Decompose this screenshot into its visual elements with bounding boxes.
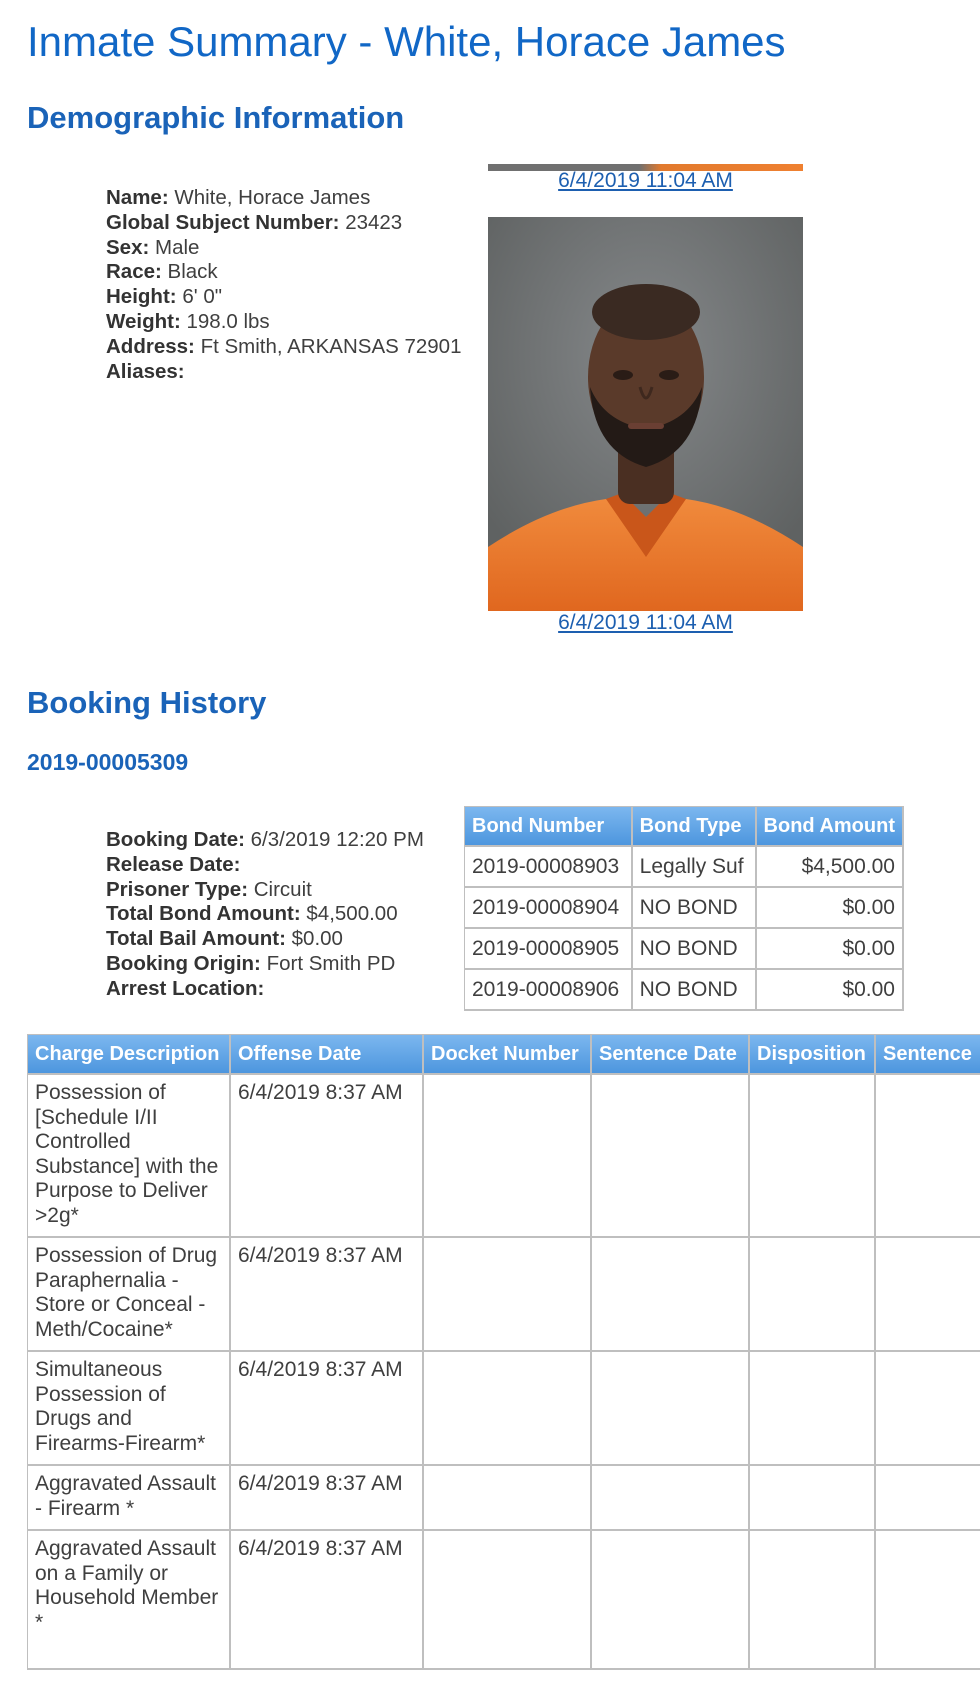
disposition-header: Disposition	[750, 1035, 876, 1075]
field-booking-origin: Booking Origin: Fort Smith PD	[106, 951, 396, 975]
bond-amount-cell: $0.00	[757, 929, 904, 970]
field-release-date: Release Date:	[106, 852, 241, 876]
bond-number-cell: 2019-00008905	[465, 929, 633, 970]
field-prisoner-type: Prisoner Type: Circuit	[106, 877, 312, 901]
bond-number-cell: 2019-00008903	[465, 847, 633, 888]
field-arrest-location: Arrest Location:	[106, 976, 265, 1000]
disposition-cell	[750, 1075, 876, 1238]
sentence-cell	[876, 1352, 980, 1466]
sentence-cell	[876, 1075, 980, 1238]
field-height: Height: 6' 0"	[106, 285, 223, 309]
field-aliases: Aliases:	[106, 359, 185, 383]
field-total-bail-amount: Total Bail Amount: $0.00	[106, 927, 343, 951]
demographic-fields	[106, 186, 462, 384]
field-race: Race: Black	[106, 260, 218, 284]
sentence-cell	[876, 1531, 980, 1670]
charges-table-container[interactable]	[27, 1034, 980, 1674]
field-global-subject-number: Global Subject Number: 23423	[106, 210, 403, 234]
sentence-cell	[876, 1238, 980, 1352]
charges-header-row	[28, 1035, 980, 1075]
docket-number-cell	[424, 1466, 592, 1531]
bond-number-cell: 2019-00008904	[465, 888, 633, 929]
table-row	[465, 847, 904, 888]
docket-number-cell	[424, 1238, 592, 1352]
booking-number: 2019-00005309	[27, 749, 189, 775]
docket-number-cell	[424, 1075, 592, 1238]
field-sex: Sex: Male	[106, 235, 200, 259]
bond-type-cell: NO BOND	[633, 888, 757, 929]
bond-table-header-row	[465, 807, 904, 847]
field-name: Name: White, Horace James	[106, 186, 371, 209]
bond-amount-cell: $0.00	[757, 970, 904, 1011]
bond-table	[464, 806, 904, 1011]
field-total-bond-amount: Total Bond Amount: $4,500.00	[106, 902, 398, 926]
table-row	[28, 1466, 980, 1531]
bond-number-header: Bond Number	[465, 807, 633, 847]
bond-type-cell: NO BOND	[633, 929, 757, 970]
demographic-information-heading: Demographic Information	[27, 100, 405, 135]
field-weight: Weight: 198.0 lbs	[106, 309, 270, 333]
offense-date-cell: 6/4/2019 8:37 AM	[231, 1531, 424, 1670]
charges-table	[27, 1034, 980, 1670]
sentence-date-header: Sentence Date	[592, 1035, 750, 1075]
offense-date-cell: 6/4/2019 8:37 AM	[231, 1466, 424, 1531]
bond-type-header: Bond Type	[633, 807, 757, 847]
booking-history-heading: Booking History	[27, 685, 267, 720]
table-row	[28, 1352, 980, 1466]
charge-description-cell: Aggravated Assault on a Family or Household Member *	[28, 1531, 231, 1670]
disposition-cell	[750, 1531, 876, 1670]
mugshot-photo	[488, 217, 803, 611]
table-row	[465, 888, 904, 929]
table-row	[465, 929, 904, 970]
charge-description-cell: Aggravated Assault - Firearm *	[28, 1466, 231, 1531]
docket-number-cell	[424, 1352, 592, 1466]
photo-date-link-top[interactable]: 6/4/2019 11:04 AM	[558, 169, 733, 192]
sentence-date-cell	[592, 1075, 750, 1238]
sentence-date-cell	[592, 1466, 750, 1531]
sentence-date-cell	[592, 1352, 750, 1466]
charge-description-cell: Possession of Drug Paraphernalia - Store or Conceal - Meth/Cocaine*	[28, 1238, 231, 1352]
offense-date-header: Offense Date	[231, 1035, 424, 1075]
bond-number-cell: 2019-00008906	[465, 970, 633, 1011]
disposition-cell	[750, 1238, 876, 1352]
sentence-header: Sentence	[876, 1035, 980, 1075]
bond-amount-header: Bond Amount	[757, 807, 904, 847]
charge-description-header: Charge Description	[28, 1035, 231, 1075]
sentence-date-cell	[592, 1531, 750, 1670]
table-row	[28, 1075, 980, 1238]
field-booking-date: Booking Date: 6/3/2019 12:20 PM	[106, 828, 424, 851]
docket-number-cell	[424, 1531, 592, 1670]
offense-date-cell: 6/4/2019 8:37 AM	[231, 1075, 424, 1238]
photo-date-link-bottom[interactable]: 6/4/2019 11:04 AM	[558, 611, 733, 634]
docket-number-header: Docket Number	[424, 1035, 592, 1075]
bond-amount-cell: $4,500.00	[757, 847, 904, 888]
table-row	[465, 970, 904, 1011]
disposition-cell	[750, 1352, 876, 1466]
charge-description-cell: Possession of [Schedule I/II Controlled Substance] with the Purpose to Deliver >2g*	[28, 1075, 231, 1238]
bond-type-cell: Legally Suf	[633, 847, 757, 888]
charge-description-cell: Simultaneous Possession of Drugs and Firearms-Firearm*	[28, 1352, 231, 1466]
offense-date-cell: 6/4/2019 8:37 AM	[231, 1238, 424, 1352]
bond-type-cell: NO BOND	[633, 970, 757, 1011]
table-row	[28, 1238, 980, 1352]
field-address: Address: Ft Smith, ARKANSAS 72901	[106, 334, 462, 358]
sentence-date-cell	[592, 1238, 750, 1352]
page-title: Inmate Summary - White, Horace James	[27, 18, 786, 65]
disposition-cell	[750, 1466, 876, 1531]
bond-amount-cell: $0.00	[757, 888, 904, 929]
booking-fields	[106, 828, 424, 1002]
sentence-cell	[876, 1466, 980, 1531]
offense-date-cell: 6/4/2019 8:37 AM	[231, 1352, 424, 1466]
table-row	[28, 1531, 980, 1670]
